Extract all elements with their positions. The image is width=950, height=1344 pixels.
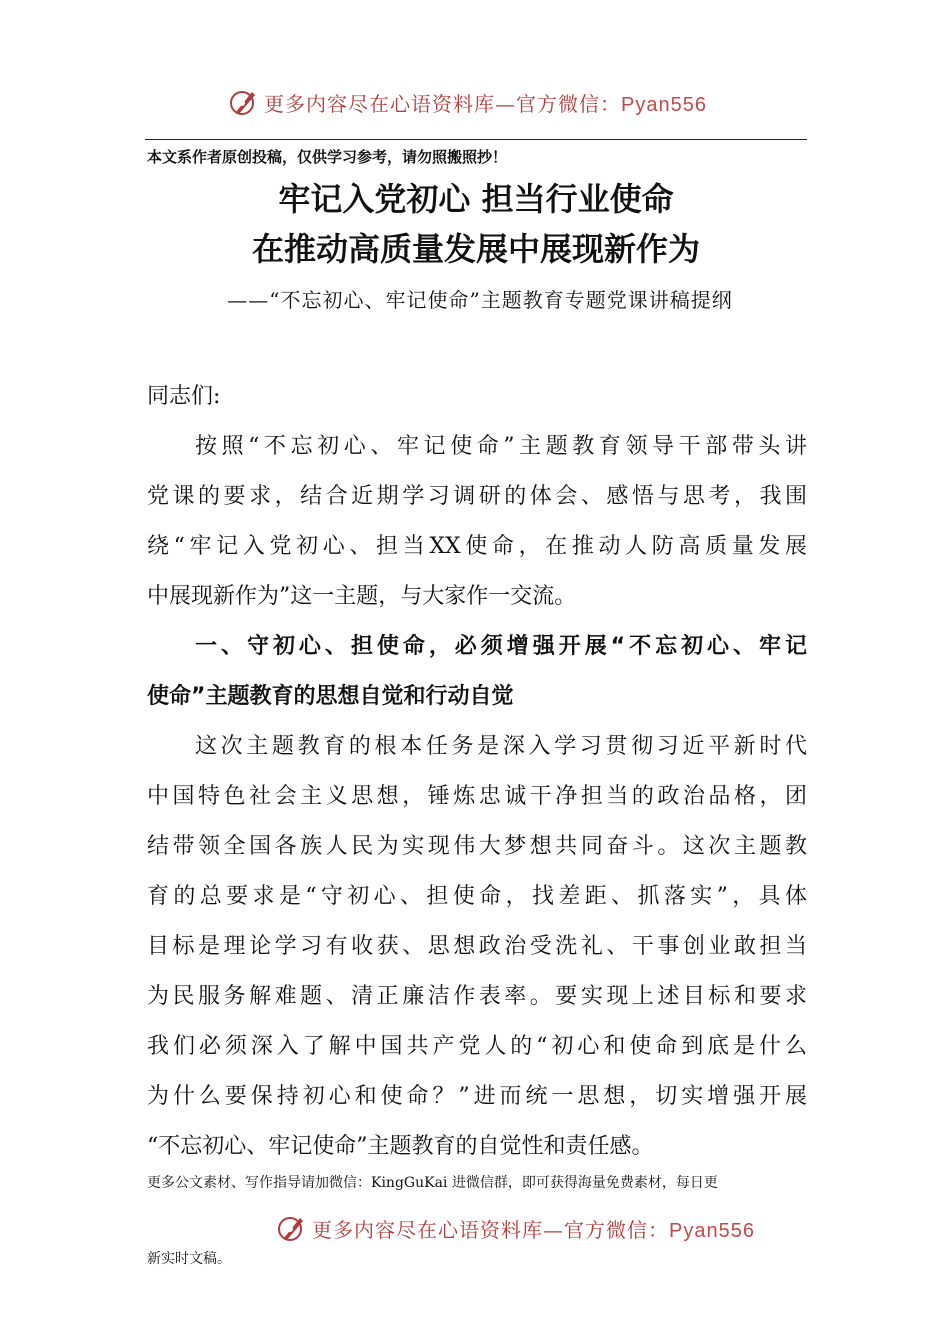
- watermark-wechat-id: Pyan556: [621, 94, 707, 116]
- watermark-text: 更多内容尽在心语资料库—官方微信：Pyan556: [312, 1218, 755, 1242]
- watermark-header: [0, 82, 950, 122]
- copyright-notice: 本文系作者原创投稿，仅供学习参考，请勿照搬照抄！: [147, 148, 508, 166]
- paragraph-line: 结带领全国各族人民为实现伟大梦想共同奋斗。这次主题教: [147, 834, 807, 859]
- footer-promo-line-2: 新实时文稿。: [147, 1251, 231, 1267]
- watermark-text: 更多内容尽在心语资料库—官方微信：Pyan556: [264, 92, 707, 116]
- footer-promo-line-1: 更多公文素材、写作指导请加微信：KingGuKai 进微信群，即可获得海量免费素材，每日更: [147, 1175, 718, 1191]
- paragraph-line: 中展现新作为”这一主题，与大家作一交流。: [147, 584, 577, 609]
- subtitle: ——“不忘初心、牢记使命”主题教育专题党课讲稿提纲: [227, 288, 733, 312]
- paragraph-line: 按照“不忘初心、牢记使命”主题教育领导干部带头讲: [195, 434, 807, 459]
- paragraph-line: 我们必须深入了解中国共产党人的“初心和使命到底是什么: [147, 1034, 807, 1059]
- title-line-2: 在推动高质量发展中展现新作为: [251, 230, 700, 268]
- watermark-footer: [0, 1208, 950, 1248]
- salutation: 同志们:: [147, 384, 221, 409]
- paragraph-line: 中国特色社会主义思想，锤炼忠诚干净担当的政治品格，团: [147, 784, 807, 809]
- paragraph-line: “不忘初心、牢记使命”主题教育的自觉性和责任感。: [147, 1134, 654, 1159]
- pen-logo-icon: [228, 86, 260, 118]
- paragraph-line: 育的总要求是“守初心、担使命，找差距、抓落实”，具体: [147, 884, 807, 909]
- paragraph-line: 为民服务解难题、清正廉洁作表率。要实现上述目标和要求: [147, 984, 807, 1009]
- section-heading: 使命”主题教育的思想自觉和行动自觉: [147, 684, 514, 709]
- pen-logo-icon: [276, 1212, 308, 1244]
- title-line-1: 牢记入党初心 担当行业使命: [278, 180, 674, 218]
- section-heading: 一、守初心、担使命，必须增强开展“不忘初心、牢记: [195, 634, 807, 659]
- paragraph-line: 党课的要求，结合近期学习调研的体会、感悟与思考，我围: [147, 484, 807, 509]
- paragraph-line: 绕“牢记入党初心、担当XX使命，在推动人防高质量发展: [147, 534, 807, 559]
- paragraph-line: 为什么要保持初心和使命？”进而统一思想，切实增强开展: [147, 1084, 807, 1109]
- watermark-wechat-id: Pyan556: [669, 1220, 755, 1242]
- paragraph-line: 目标是理论学习有收获、思想政治受洗礼、干事创业敢担当: [147, 934, 807, 959]
- header-rule: [145, 139, 807, 140]
- paragraph-line: 这次主题教育的根本任务是深入学习贯彻习近平新时代: [195, 734, 807, 759]
